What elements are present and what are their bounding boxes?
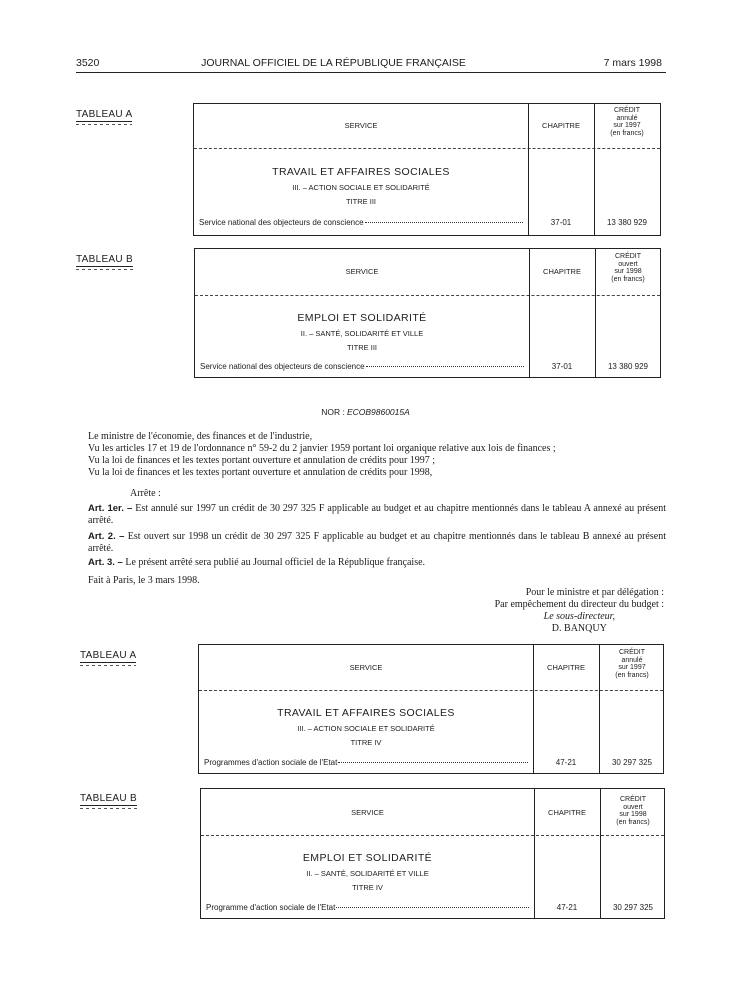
signatory-name: D. BANQUY (551, 623, 607, 634)
tableau-label (80, 650, 136, 667)
service-column-header: SERVICE (349, 663, 383, 672)
nor-line (0, 407, 731, 417)
tableau-label-text: TABLEAU A (76, 109, 133, 120)
credit-header-line: (en francs) (616, 818, 650, 826)
credit-column-header (599, 649, 665, 679)
credit-header-line: (en francs) (610, 129, 644, 137)
label-divider (80, 664, 136, 667)
tableau-label (76, 109, 132, 126)
titre-heading: TITRE III (346, 197, 376, 206)
dot-leader (366, 366, 524, 367)
arrete-heading: Arrête : (130, 488, 161, 499)
section-heading: II. – SANTÉ, SOLIDARITÉ ET VILLE (306, 869, 429, 878)
table-row (199, 218, 525, 227)
credit-header-line: (en francs) (611, 275, 645, 283)
row-chapitre: 37-01 (550, 218, 572, 227)
row-service: Service national des objecteurs de conscience (200, 362, 365, 371)
row-credit: 30 297 325 (612, 903, 654, 912)
credit-header-line: sur 1998 (614, 268, 642, 275)
article-text: Le présent arrêté sera publié au Journal officiel de la République française. (125, 557, 426, 568)
decree-intro: Le ministre de l'économie, des finances et de l'industrie, (88, 431, 313, 442)
signature-title: Le sous-directeur, (543, 611, 615, 622)
credit-table (194, 248, 661, 378)
credit-header-line: sur 1997 (618, 664, 646, 671)
credit-header-line: sur 1998 (619, 811, 647, 818)
issue-date: 7 mars 1998 (603, 57, 662, 69)
table-body (195, 295, 529, 352)
credit-table (193, 103, 661, 236)
credit-header-line: annulé (621, 656, 643, 664)
dot-leader (336, 907, 529, 908)
nor-label: NOR : (321, 407, 345, 417)
signature-block (495, 587, 664, 635)
dot-leader (338, 762, 528, 763)
titre-heading: TITRE IV (352, 883, 383, 892)
header-rule (76, 72, 666, 73)
section-heading: II. – SANTÉ, SOLIDARITÉ ET VILLE (300, 329, 424, 338)
credit-header-line: sur 1997 (613, 122, 641, 129)
service-column-header: SERVICE (344, 121, 378, 130)
credit-column-header (600, 796, 666, 826)
service-column-header: SERVICE (345, 267, 379, 276)
ministry-heading: EMPLOI ET SOLIDARITÉ (302, 852, 433, 864)
dot-leader (365, 222, 523, 223)
credit-header-line: CRÉDIT (618, 649, 646, 656)
credit-column-header (594, 107, 660, 137)
page-number: 3520 (76, 57, 100, 69)
journal-title: JOURNAL OFFICIEL DE LA RÉPUBLIQUE FRANÇAISE (201, 57, 466, 69)
article-text: Est annulé sur 1997 un crédit de 30 297 325 F applicable au budget et au chapitre mentionnés dans le tableau A annexé au présent arrêté. (88, 503, 667, 526)
credit-header-line: CRÉDIT (614, 253, 642, 260)
service-column-header: SERVICE (351, 808, 384, 817)
table-row (200, 362, 526, 371)
row-credit: 13 380 929 (607, 362, 649, 371)
row-service: Service national des objecteurs de conscience (199, 218, 364, 227)
section-heading: III. – ACTION SOCIALE ET SOLIDARITÉ (297, 724, 435, 733)
section-heading: III. – ACTION SOCIALE ET SOLIDARITÉ (292, 183, 430, 192)
chapitre-column-header: CHAPITRE (542, 121, 580, 130)
article-1 (88, 503, 666, 527)
table-row (204, 758, 530, 767)
label-divider (80, 807, 137, 810)
titre-heading: TITRE IV (350, 738, 382, 747)
table-body (194, 148, 528, 206)
tableau-label-text: TABLEAU B (76, 254, 133, 265)
signature-line: Par empêchement du directeur du budget : (494, 599, 664, 610)
titre-heading: TITRE III (347, 343, 377, 352)
label-divider (76, 123, 132, 126)
credit-header-line: (en francs) (615, 671, 649, 679)
fait-line: Fait à Paris, le 3 mars 1998. (88, 575, 200, 586)
tableau-label (76, 254, 133, 271)
row-chapitre: 47-21 (556, 903, 578, 912)
signature-line: Pour le ministre et par délégation : (525, 587, 664, 598)
credit-table (200, 788, 665, 919)
row-chapitre: 37-01 (551, 362, 573, 371)
vu-clause: Vu les articles 17 et 19 de l'ordonnance n° 59-2 du 2 janvier 1959 portant loi organique relative aux lois de finances ; (88, 443, 556, 454)
article-2 (88, 531, 666, 555)
credit-header-line: ouvert (623, 803, 643, 811)
article-label: Art. 1er. – (88, 503, 133, 514)
chapitre-column-header: CHAPITRE (548, 808, 586, 817)
row-service: Programmes d'action sociale de l'Etat (204, 758, 338, 767)
tableau-label (80, 793, 137, 810)
vu-clause: Vu la loi de finances et les textes portant ouverture et annulation de crédits pour 1998, (88, 467, 433, 478)
credit-header-line: ouvert (618, 260, 638, 268)
ministry-heading: TRAVAIL ET AFFAIRES SOCIALES (272, 166, 450, 178)
table-body (201, 835, 534, 892)
credit-header-line: CRÉDIT (619, 796, 647, 803)
table-row (206, 903, 531, 912)
ministry-heading: EMPLOI ET SOLIDARITÉ (297, 312, 427, 324)
ministry-heading: TRAVAIL ET AFFAIRES SOCIALES (277, 707, 455, 719)
credit-header-line: CRÉDIT (613, 107, 641, 114)
label-divider (76, 268, 133, 271)
row-credit: 30 297 325 (611, 758, 653, 767)
chapitre-column-header: CHAPITRE (543, 267, 581, 276)
article-3 (88, 557, 666, 569)
row-service: Programme d'action sociale de l'Etat (206, 903, 336, 912)
chapitre-column-header: CHAPITRE (547, 663, 585, 672)
credit-header-line: annulé (616, 114, 638, 122)
nor-code: ECOB9860015A (346, 407, 410, 417)
vu-clause: Vu la loi de finances et les textes portant ouverture et annulation de crédits pour 1997 ; (88, 455, 436, 466)
tableau-label-text: TABLEAU B (80, 793, 137, 804)
table-body (199, 690, 533, 747)
article-text: Est ouvert sur 1998 un crédit de 30 297 325 F applicable au budget et au chapitre mentionnés dans le tableau B annexé au présent arrêté. (88, 531, 666, 554)
article-label: Art. 2. – (88, 531, 125, 542)
article-label: Art. 3. – (88, 557, 123, 568)
credit-table (198, 644, 664, 774)
row-credit: 13 380 929 (606, 218, 648, 227)
tableau-label-text: TABLEAU A (80, 650, 137, 661)
credit-column-header (595, 253, 661, 283)
row-chapitre: 47-21 (555, 758, 577, 767)
